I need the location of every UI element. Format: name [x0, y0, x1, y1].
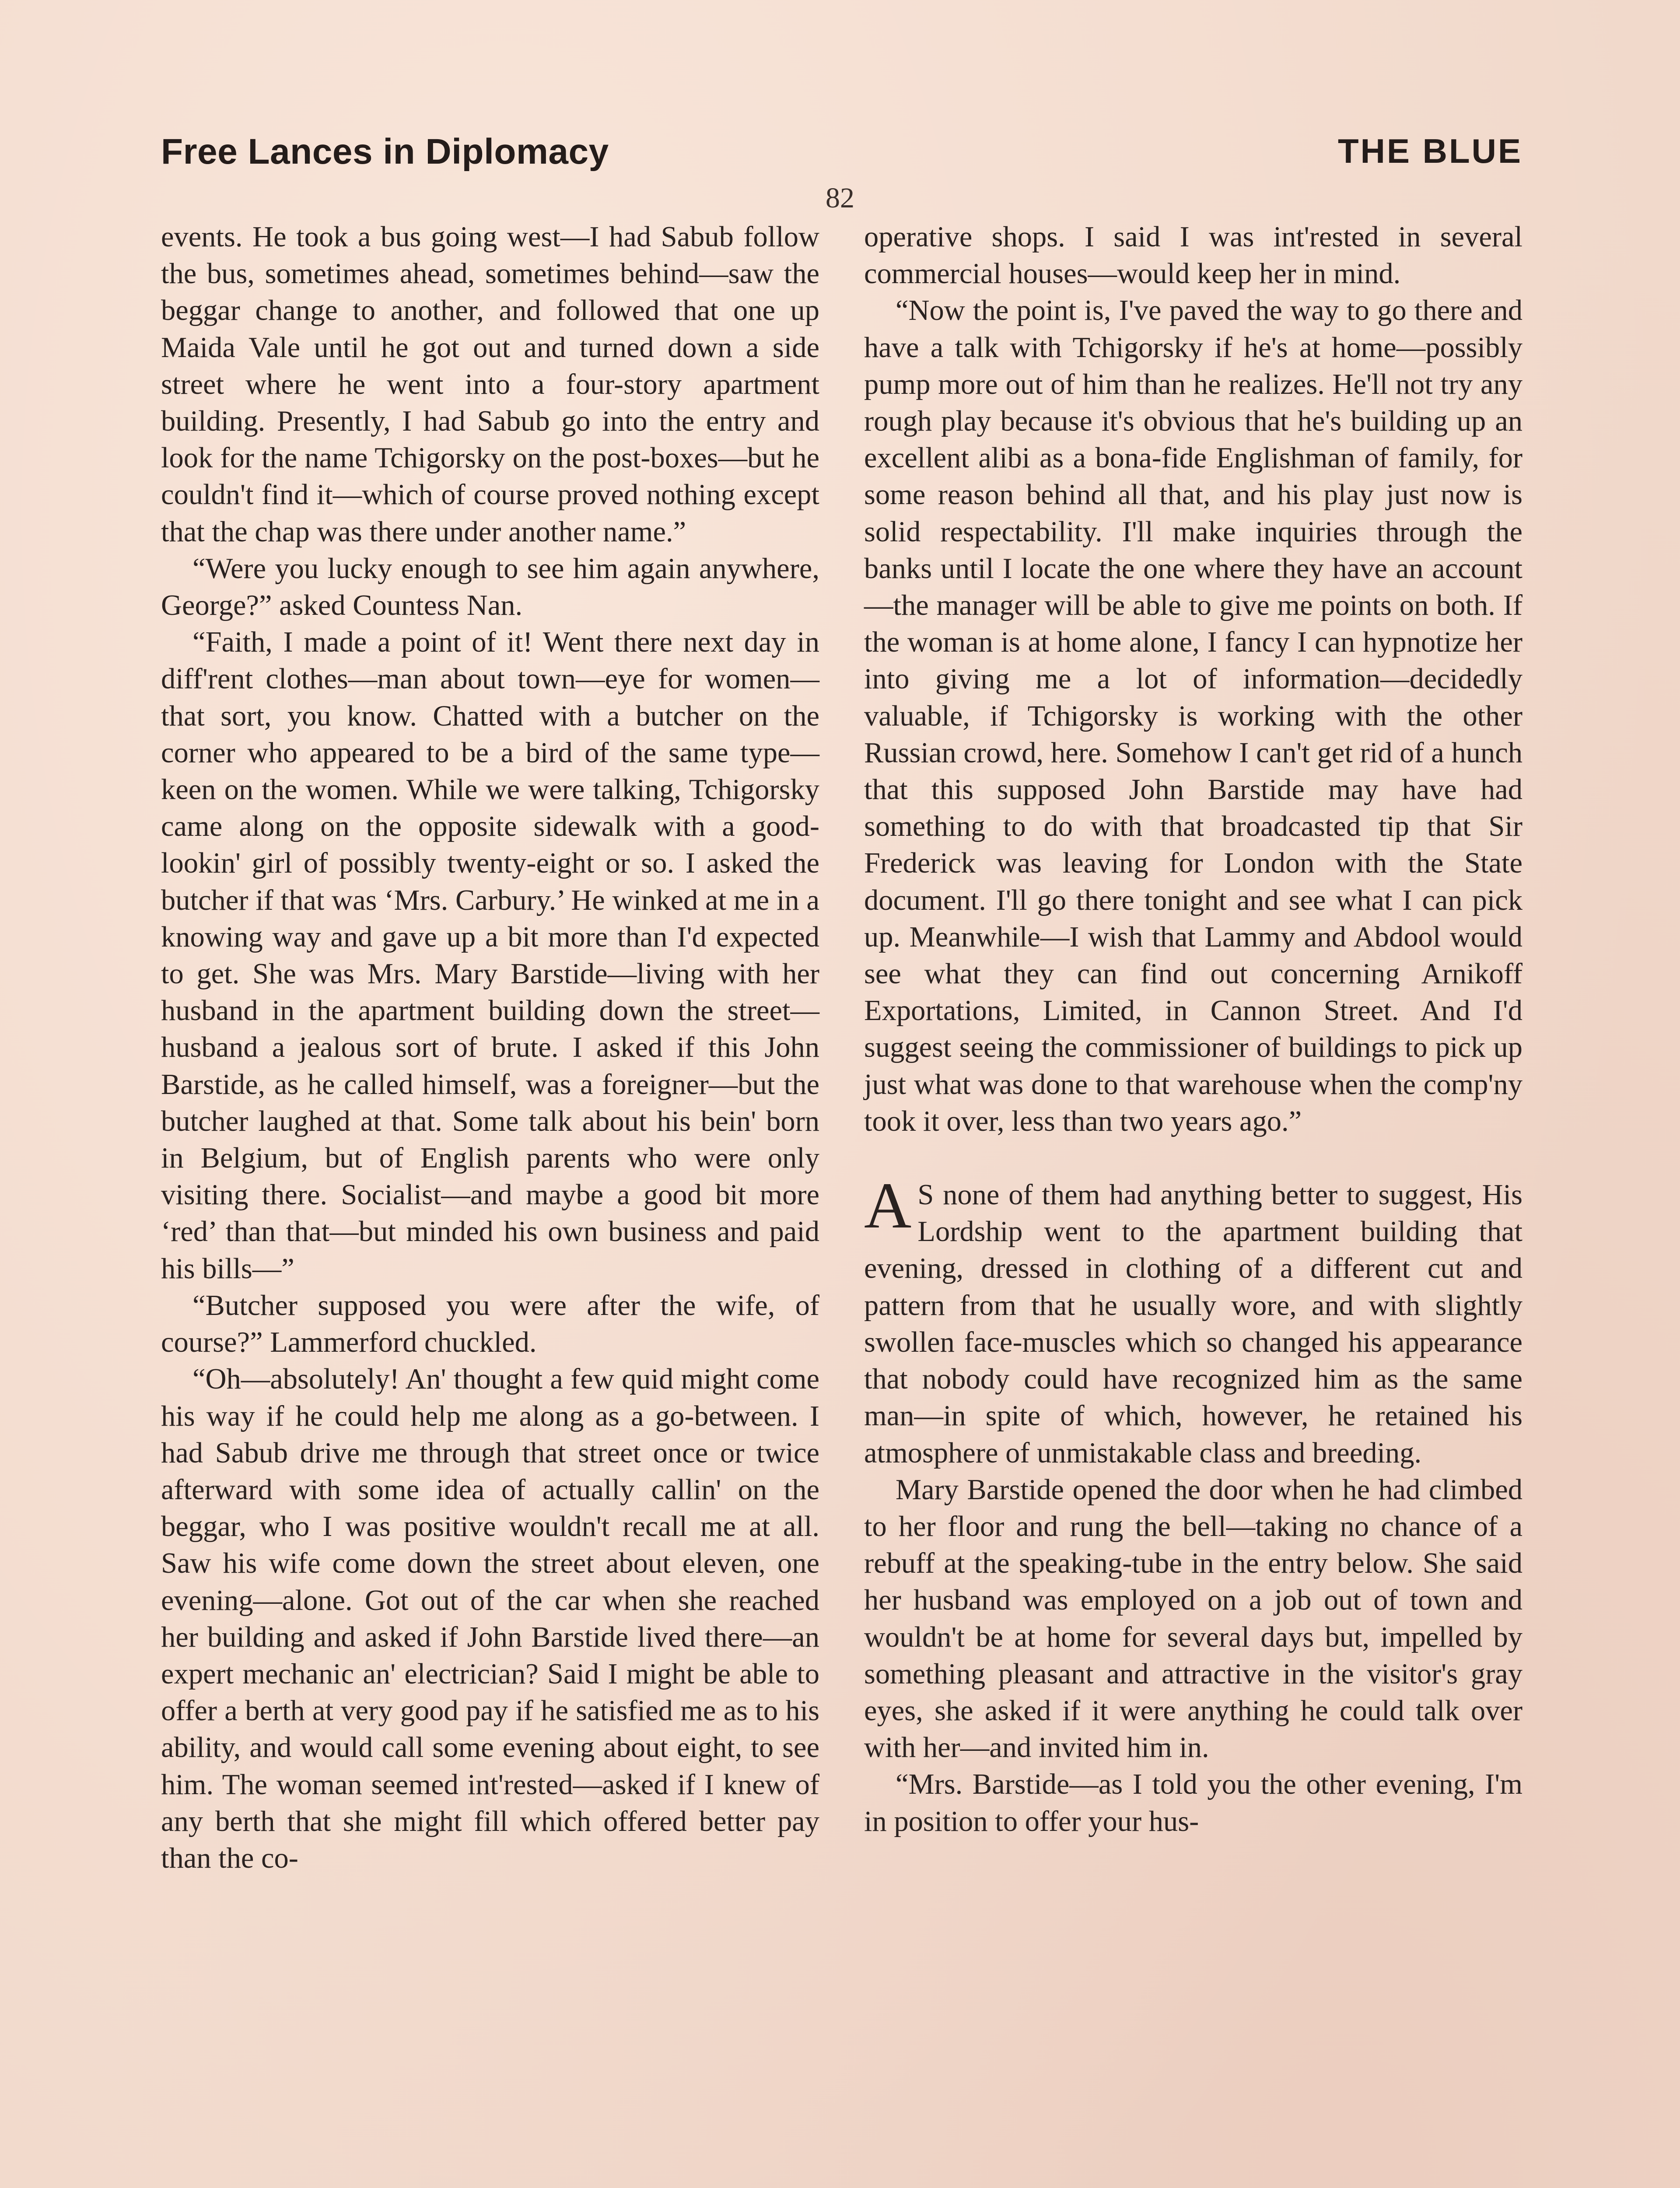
paragraph: “Oh—absolutely! An' thought a few quid might come his way if he could help me along as a go-between. I had Sabub drive me through that street once or twice afterward with some idea of actually callin' on the beggar, who I was positive wouldn't recall me at all. Saw his wife come down the street about eleven, one evening—alone. Got out of the car when she reached her building and asked if John Barstide lived there—an expert mechanic an' electrician? Said I might be able to offer a berth at very good pay if he satisfied me as to his ability, and would call some evening about eight, to see him. The woman seemed int'rested—asked if I knew of any berth that she might fill which offered better pay than the co- — [161, 1363, 819, 1874]
drop-cap: A — [864, 1169, 912, 1242]
paragraph: “Now the point is, I've paved the way to go there and have a talk with Tchigorsky if he's at home—possibly pump more out of him than he realizes. He'll not try any rough play because it's obvious that he's building up an excellent alibi as a bona-fide Englishman of family, for some reason behind all that, and his play just now is solid respectability. I'll make inquiries through the banks until I locate the one where they have an account—the manager will be able to give me points on both. If the woman is at home alone, I fancy I can hypnotize her into giving me a lot of information—decidedly valuable, if Tchigorsky is working with the other Russian crowd, here. Somehow I can't get rid of a hunch that this supposed John Barstide may have had something to do with that broadcasted tip that Sir Frederick was leaving for London with the State document. I'll go there tonight and see what I can pick up. Meanwhile—I wish that Lammy and Abdool would see what they can find out concerning Arnikoff Exportations, Limited, in Cannon Street. And I'd suggest seeing the commissioner of buildings to pick up just what was done to that warehouse when the comp'ny took it over, less than two years ago.” — [864, 295, 1522, 1137]
left-column — [161, 219, 819, 1877]
section-paragraph — [864, 1169, 1522, 1472]
paragraph: operative shops. I said I was int'rested in several commercial houses—would keep her in mind. — [864, 221, 1522, 290]
paragraph: events. He took a bus going west—I had Sabub follow the bus, sometimes ahead, sometimes behind—saw the beggar change to another, and followed that one up Maida Vale until he got out and turned down a side street where he went into a four-story apartment building. Presently, I had Sabub go into the entry and look for the name Tchigorsky on the post-boxes—but he couldn't find it—which of course proved nothing except that the chap was there under another name.” — [161, 221, 819, 548]
running-head — [161, 131, 1522, 179]
paragraph: Mary Barstide opened the door when he had climbed to her floor and rung the bell—taking no chance of a rebuff at the speaking-tube in the entry below. She said her husband was employed on a job out of town and wouldn't be at home for several days but, impelled by something pleasant and attractive in the visitor's gray eyes, she asked if it were anything he could talk over with her—and invited him in. — [864, 1473, 1522, 1764]
page-number: 82 — [826, 182, 854, 214]
paragraph: “Were you lucky enough to see him again anywhere, George?” asked Countess Nan. — [161, 552, 819, 622]
story-title: Free Lances in Diplomacy — [161, 132, 609, 172]
paragraph: “Mrs. Barstide—as I told you the other evening, I'm in position to offer your hus- — [864, 1768, 1522, 1837]
right-column — [864, 219, 1522, 1840]
paragraph: “Butcher supposed you were after the wife, of course?” Lammerford chuckled. — [161, 1289, 819, 1359]
paragraph: “Faith, I made a point of it! Went there next day in diff'rent clothes—man about town—eye for women—that sort, you know. Chatted with a butcher on the corner who appeared to be a bird of the same type—keen on the women. While we were talking, Tchigorsky came along on the opposite sidewalk with a good-lookin' girl of possibly twenty-eight or so. I asked the butcher if that was ‘Mrs. Carbury.’ He winked at me in a knowing way and gave up a bit more than I'd expected to get. She was Mrs. Mary Barstide—living with her husband in the apartment building down the street—husband a jealous sort of brute. I asked if this John Barstide, as he called himself, was a foreigner—but the butcher laughed at that. Some talk about his bein' born in Belgium, but of English parents who were only visiting there. Socialist—and maybe a good bit more ‘red’ than that—but minded his own business and paid his bills—” — [161, 626, 819, 1285]
magazine-title: THE BLUE — [1338, 132, 1522, 170]
paragraph-text: S none of them had anything better to suggest, His Lordship went to the apartment building that evening, dressed in clothing of a different cut and pattern from that he usually wore, and with slightly swollen face-muscles which so changed his appearance that nobody could have recognized him as the same man—in spite of which, however, he retained his atmosphere of unmistakable class and breeding. — [864, 1179, 1522, 1469]
